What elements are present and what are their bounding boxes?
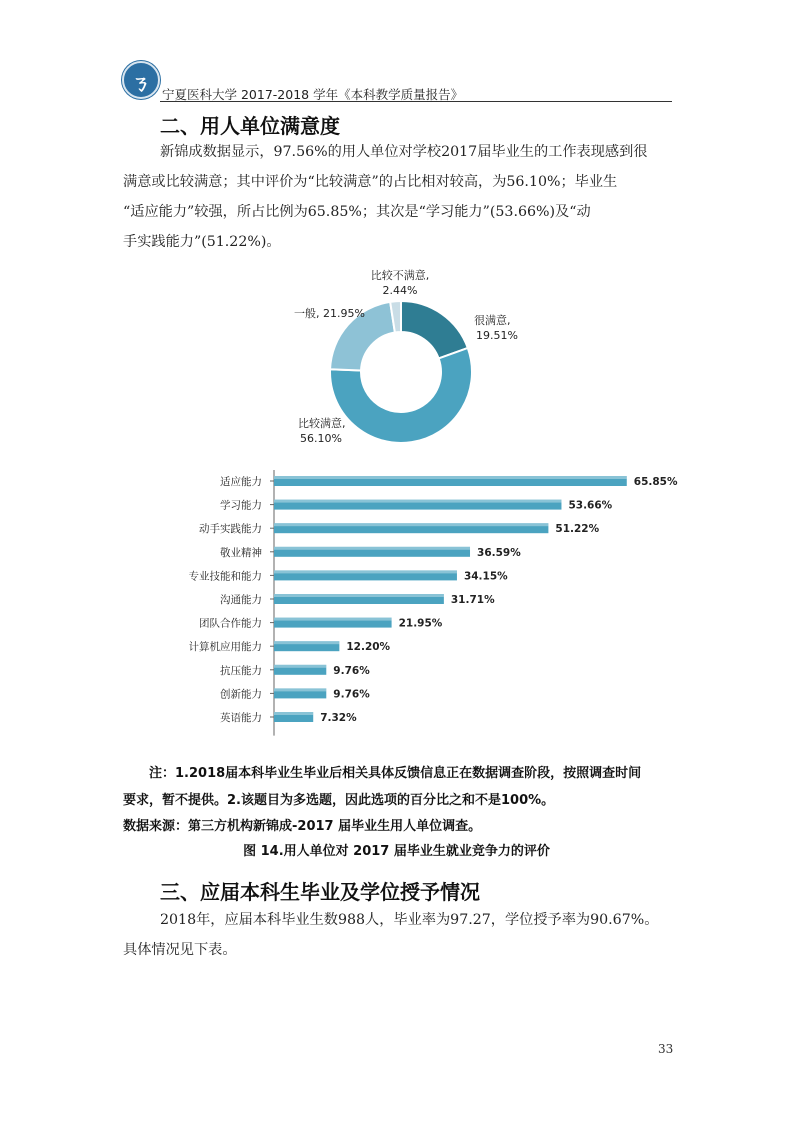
bar-highlight [274, 594, 444, 597]
paragraph-line: 具体情况见下表。 [123, 942, 237, 958]
bar-highlight [274, 712, 313, 715]
paragraph-line: 新锦成数据显示，97.56%的用人单位对学校2017届毕业生的工作表现感到很 [160, 144, 648, 160]
donut-slice-label: 一般, 21.95% [294, 307, 365, 320]
bar-category-label: 学习能力 [220, 499, 262, 512]
bar-highlight [274, 476, 627, 479]
donut-slice-name: 很满意, [474, 314, 511, 327]
bar-value-label: 53.66% [568, 499, 613, 512]
bar-highlight [274, 523, 548, 526]
bar-value-label: 36.59% [477, 546, 521, 559]
bar-value-label: 21.95% [398, 617, 443, 630]
bar-category-label: 沟通能力 [220, 594, 262, 606]
donut-slice-value: 56.10% [300, 432, 342, 445]
section-heading-employer-satisfaction: 二、用人单位满意度 [160, 114, 340, 138]
bar-category-label: 敬业精神 [220, 546, 262, 559]
header-title: 宁夏医科大学 2017-2018 学年《本科教学质量报告》 [162, 87, 464, 102]
donut-slice-value: 2.44% [382, 284, 418, 297]
bar-value-label: 34.15% [463, 570, 508, 583]
page-number: 33 [658, 1042, 674, 1056]
bar-value-label: 9.76% [333, 664, 370, 677]
paragraph-line: 满意或比较满意；其中评价为“比较满意”的占比相对较高，为56.10%；毕业生 [123, 174, 618, 190]
bar-highlight [274, 547, 470, 550]
bar-value-label: 51.22% [555, 523, 600, 536]
competency-bar-chart [160, 468, 678, 728]
bar-category-label: 专业技能和能力 [188, 570, 262, 583]
bar-highlight [274, 641, 339, 644]
note-line: 要求，暂不提供。2.该题目为多选题，因此选项的百分比之和不是100%。 [123, 793, 555, 808]
bar-highlight [274, 665, 326, 668]
header-divider [160, 101, 672, 102]
bar-highlight [274, 570, 457, 573]
bar-highlight [274, 500, 561, 503]
donut-slice-value: 19.51% [476, 329, 518, 342]
donut-slice-name: 比较不满意, [370, 269, 430, 282]
bar-category-label: 创新能力 [220, 688, 262, 701]
bar-category-label: 计算机应用能力 [188, 641, 262, 654]
paragraph-line: “适应能力”较强，所占比例为65.85%；其次是“学习能力”(53.66%)及“动 [123, 204, 591, 220]
bar-category-label: 动手实践能力 [199, 523, 262, 536]
donut-slice-name: 比较满意, [298, 417, 346, 430]
bar-value-label: 65.85% [633, 476, 678, 488]
logo-emblem-icon: ㄋ [131, 71, 151, 95]
donut-slice [401, 301, 468, 358]
section-heading-graduation: 三、应届本科生毕业及学位授予情况 [160, 880, 480, 904]
bar-category-label: 英语能力 [220, 712, 262, 724]
data-source-note: 数据来源：第三方机构新锦成-2017 届毕业生用人单位调查。 [123, 819, 482, 834]
note-line: 注：1.2018届本科毕业生毕业后相关具体反馈信息正在数据调查阶段，按照调查时间 [149, 766, 642, 781]
satisfaction-donut-chart [280, 262, 560, 452]
paragraph-line: 手实践能力”(51.22%)。 [123, 234, 281, 250]
figure-caption: 图 14.用人单位对 2017 届毕业生就业竞争力的评价 [243, 844, 550, 859]
bar-highlight [274, 618, 392, 621]
bar-value-label: 12.20% [346, 641, 391, 654]
bar-value-label: 7.32% [320, 712, 357, 724]
university-logo [122, 61, 160, 99]
bar-category-label: 团队合作能力 [199, 617, 262, 630]
bar-category-label: 适应能力 [220, 476, 262, 488]
bar-value-label: 31.71% [450, 594, 495, 606]
bar-highlight [274, 688, 326, 691]
bar-value-label: 9.76% [333, 688, 370, 701]
paragraph-line: 2018年，应届本科毕业生数988人，毕业率为97.27，学位授予率为90.67%。 [160, 912, 659, 928]
bar-category-label: 抗压能力 [220, 664, 262, 677]
